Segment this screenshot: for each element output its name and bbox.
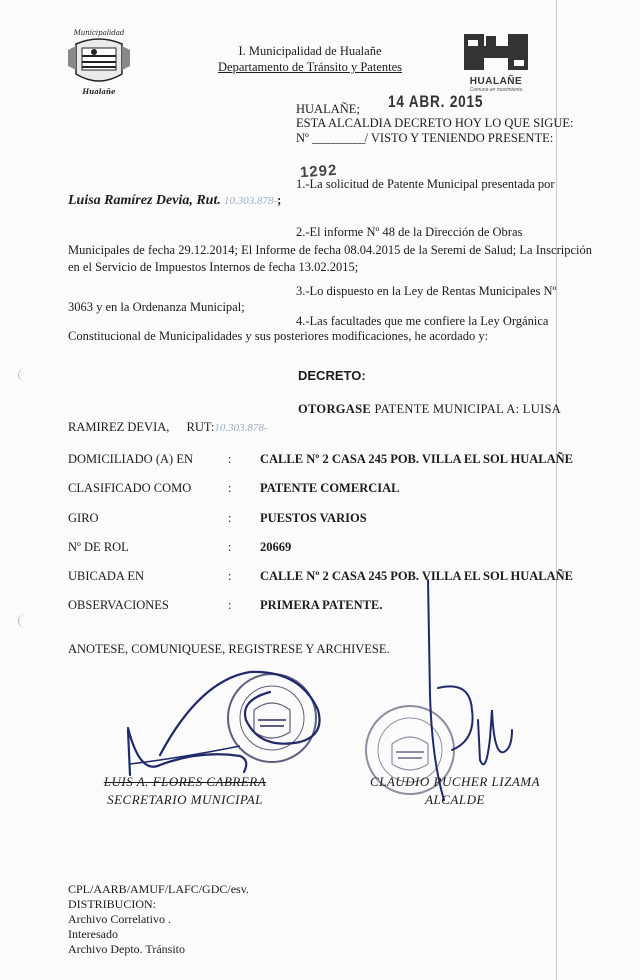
initials-line: CPL/AARB/AMUF/LAFC/GDC/esv. <box>68 882 249 896</box>
hualane-logo <box>456 32 536 93</box>
secretary-name: LUIS A. FLORES CABRERA <box>103 774 267 789</box>
logo-tagline: Comuna en movimiento <box>469 87 523 93</box>
distribution-item: Archivo Correlativo . <box>68 912 171 926</box>
municipality-name: I. Municipalidad de Hualañe <box>238 44 382 58</box>
field-colon: : <box>228 452 232 466</box>
place-label: HUALAÑE; <box>296 102 360 116</box>
crest-bottom-text: Hualañe <box>82 87 116 96</box>
logo-name: HUALAÑE <box>469 76 523 87</box>
considerando-2-first: 2.-El informe Nº 48 de la Dirección de Obras <box>296 225 523 239</box>
otorgase-line <box>298 402 561 417</box>
field-label: UBICADA EN <box>68 569 145 583</box>
field-value: CALLE Nº 2 CASA 245 POB. VILLA EL SOL HUALAÑE <box>260 452 574 466</box>
mayor-title: ALCALDE <box>425 792 485 807</box>
considerando-3-rest: 3063 y en la Ordenanza Municipal; <box>68 300 245 314</box>
distribution-item: Interesado <box>68 927 118 941</box>
department-name: Departamento de Tránsito y Patentes <box>218 60 402 74</box>
field-value: CALLE Nº 2 CASA 245 POB. VILLA EL SOL HUALAÑE <box>260 569 574 583</box>
secretary-block <box>80 774 290 808</box>
crest-top-text: Municipalidad <box>73 29 125 37</box>
visto-text: / VISTO Y TENIENDO PRESENTE: <box>364 131 554 145</box>
decree-number-line <box>296 131 553 146</box>
number-prefix: Nº <box>296 131 309 145</box>
mayor-name: CLAUDIO PUCHER LIZAMA <box>369 774 541 789</box>
field-value: 20669 <box>260 540 292 554</box>
grantee-rut-label: RUT: <box>186 420 215 434</box>
grantee-line <box>68 420 268 435</box>
hualane-h-logo-icon <box>456 32 536 72</box>
distribution-title: DISTRIBUCION: <box>68 897 157 911</box>
applicant-line: Luisa Ramírez Devia, Rut. 10.303.878-; <box>68 193 282 208</box>
field-label: CLASIFICADO COMO <box>68 481 192 495</box>
considerando-1: 1.-La solicitud de Patente Municipal presentada por <box>296 177 555 191</box>
field-colon: : <box>228 598 232 612</box>
considerando-4-rest: Constitucional de Municipalidades y sus posteriores modificaciones, he acordado y: <box>68 329 489 343</box>
distribution-item: Archivo Depto. Tránsito <box>68 942 185 956</box>
punch-hole-mark <box>18 614 33 628</box>
decree-number-stamp: 1292 <box>299 161 338 182</box>
decree-line: ESTA ALCALDIA DECRETO HOY LO QUE SIGUE: <box>296 116 574 130</box>
otorgase-bold: OTORGASE <box>298 402 372 416</box>
field-value: PRIMERA PATENTE. <box>260 598 383 612</box>
field-value: PUESTOS VARIOS <box>260 511 367 525</box>
applicant-handwritten: Luisa Ramírez Devia, Rut. <box>68 193 221 208</box>
secretary-signature <box>128 672 320 775</box>
closing-formula: ANOTESE, COMUNIQUESE, REGISTRESE Y ARCHIVESE. <box>68 642 390 656</box>
field-value: PATENTE COMERCIAL <box>260 481 400 495</box>
punch-hole-mark <box>18 368 33 382</box>
field-label: Nº DE ROL <box>68 540 129 554</box>
field-colon: : <box>228 511 232 525</box>
field-colon: : <box>228 569 232 583</box>
decreto-title: DECRETO: <box>298 368 366 383</box>
field-label: DOMICILIADO (A) EN <box>68 452 193 466</box>
field-colon: : <box>228 540 232 554</box>
grantee-name: RAMIREZ DEVIA, <box>68 420 170 434</box>
field-label: OBSERVACIONES <box>68 598 169 612</box>
letterhead <box>190 44 430 75</box>
mayor-block <box>340 774 570 808</box>
municipal-crest <box>64 26 134 96</box>
grantee-rut-faded: 10.303.878- <box>214 422 268 434</box>
field-colon: : <box>228 481 232 495</box>
considerando-2-rest: Municipales de fecha 29.12.2014; El Informe de fecha 08.04.2015 de la Seremi de Salud; La Inscripción en el Servicio de Impuestos Internos de fecha 13.02.2015; <box>68 243 592 274</box>
considerando-3-first: 3.-Lo dispuesto en la Ley de Rentas Municipales Nº <box>296 284 557 298</box>
field-label: GIRO <box>68 511 99 525</box>
otorgase-rest: PATENTE MUNICIPAL A: LUISA <box>374 402 562 416</box>
date-stamp: 14 ABR. 2015 <box>388 92 484 111</box>
number-blank: __________ <box>312 131 365 145</box>
applicant-rut-faded: 10.303.878- <box>223 195 278 207</box>
secretary-title: SECRETARIO MUNICIPAL <box>107 792 263 807</box>
mayor-signature <box>428 580 512 800</box>
considerando-4-first: 4.-Las facultades que me confiere la Ley Orgánica <box>296 314 549 328</box>
